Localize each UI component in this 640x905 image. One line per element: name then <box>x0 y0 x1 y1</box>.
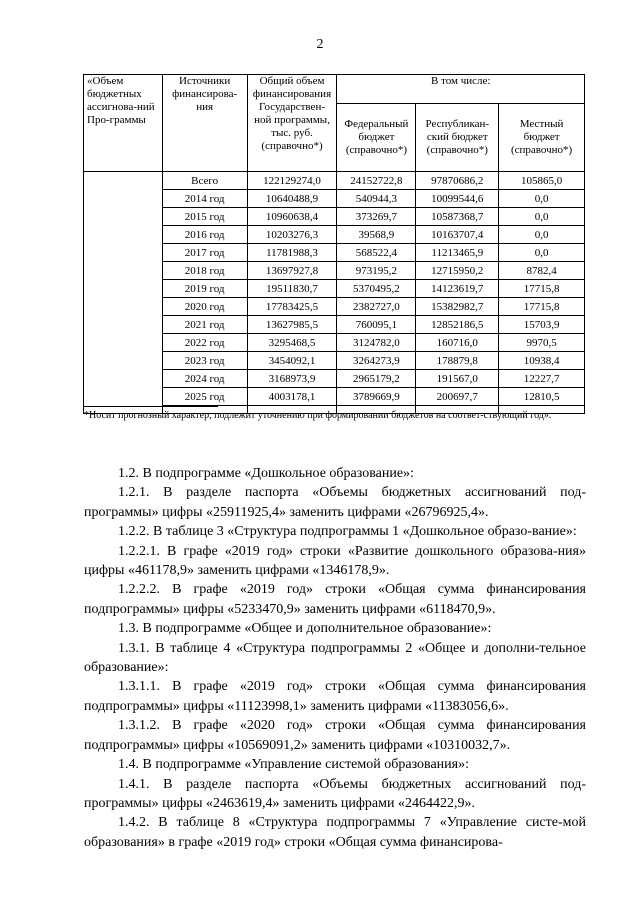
table-row <box>84 172 585 190</box>
cell-local: 12810,5 <box>499 388 585 406</box>
footnote-divider <box>84 406 218 407</box>
header-including: В том числе: <box>337 75 585 104</box>
cell-total: 10203276,3 <box>247 226 337 244</box>
cell-republic: 160716,0 <box>416 334 499 352</box>
header-federal-budget: Федеральный бюджет (справочно*) <box>337 104 416 172</box>
cell-local: 0,0 <box>499 208 585 226</box>
cell-local: 0,0 <box>499 226 585 244</box>
cell-republic: 10587368,7 <box>416 208 499 226</box>
cell-federal: 973195,2 <box>337 262 416 280</box>
cell-federal: 3789669,9 <box>337 388 416 406</box>
cell-local: 0,0 <box>499 190 585 208</box>
cell-federal: 2965179,2 <box>337 370 416 388</box>
cell-federal: 39568,9 <box>337 226 416 244</box>
cell-local: 17715,8 <box>499 280 585 298</box>
cell-local: 9970,5 <box>499 334 585 352</box>
cell-republic: 14123619,7 <box>416 280 499 298</box>
cell-republic: 12715950,2 <box>416 262 499 280</box>
row-label: 2020 год <box>162 298 247 316</box>
cell-republic: 15382982,7 <box>416 298 499 316</box>
cell-republic: 12852186,5 <box>416 316 499 334</box>
header-total-volume: Общий объем финансирования Государствен-ной программы, тыс. руб. (справочно*) <box>247 75 337 172</box>
paragraph: 1.2.2. В таблице 3 «Структура подпрограммы 1 «Дошкольное образо-вание»: <box>118 524 577 540</box>
paragraph: 1.4.2. В таблице 8 «Структура подпрограммы 7 «Управление систе-мой образования» в графе «2019 год» строки «Общая сумма финансирова- <box>84 815 586 850</box>
cell-federal: 3264273,9 <box>337 352 416 370</box>
cell-total: 3454092,1 <box>247 352 337 370</box>
paragraph: 1.4. В подпрограмме «Управление системой образования»: <box>118 757 469 773</box>
cell-total: 19511830,7 <box>247 280 337 298</box>
cell-republic: 10099544,6 <box>416 190 499 208</box>
paragraph: 1.2.1. В разделе паспорта «Объемы бюджетных ассигнований под-программы» цифры «25911925,4» заменить цифрами «26796925,4». <box>84 485 586 520</box>
cell-total: 13627985,5 <box>247 316 337 334</box>
footnote: *Носит прогнозный характер, подлежит уточнению при формировании бюджетов на соответ-ствующий год». <box>84 410 552 421</box>
row-label: 2014 год <box>162 190 247 208</box>
cell-federal: 2382727,0 <box>337 298 416 316</box>
cell-republic: 191567,0 <box>416 370 499 388</box>
cell-republic: 10163707,4 <box>416 226 499 244</box>
cell-local: 105865,0 <box>499 172 585 190</box>
cell-total: 3168973,9 <box>247 370 337 388</box>
cell-republic: 178879,8 <box>416 352 499 370</box>
cell-total: 10640488,9 <box>247 190 337 208</box>
row-label: 2015 год <box>162 208 247 226</box>
cell-federal: 5370495,2 <box>337 280 416 298</box>
row-label: 2023 год <box>162 352 247 370</box>
cell-republic: 11213465,9 <box>416 244 499 262</box>
cell-total: 13697927,8 <box>247 262 337 280</box>
table-header-row <box>84 75 585 104</box>
financing-table <box>83 74 585 414</box>
cell-republic: 200697,7 <box>416 388 499 406</box>
header-funding-sources: Источники финансирова-ния <box>162 75 247 172</box>
paragraph: 1.3.1.1. В графе «2019 год» строки «Общая сумма финансирования подпрограммы» цифры «11123998,1» заменить цифрами «11383056,6». <box>84 679 586 714</box>
row-label: 2022 год <box>162 334 247 352</box>
paragraph: 1.3. В подпрограмме «Общее и дополнительное образование»: <box>118 621 492 637</box>
row-label: Всего <box>162 172 247 190</box>
page-number: 2 <box>316 37 324 52</box>
cell-local: 15703,9 <box>499 316 585 334</box>
cell-total: 3295468,5 <box>247 334 337 352</box>
header-republic-budget: Республикан-ский бюджет (справочно*) <box>416 104 499 172</box>
cell-local: 0,0 <box>499 244 585 262</box>
paragraph: 1.3.1. В таблице 4 «Структура подпрограммы 2 «Общее и дополни-тельное образование»: <box>84 640 586 676</box>
paragraph: 1.2.2.2. В графе «2019 год» строки «Общая сумма финансирования подпрограммы» цифры «5233470,9» заменить цифрами «6118470,9». <box>84 582 586 617</box>
row-label: 2019 год <box>162 280 247 298</box>
row-label: 2017 год <box>162 244 247 262</box>
cell-total: 11781988,3 <box>247 244 337 262</box>
header-local-budget: Местный бюджет (справочно*) <box>499 104 585 172</box>
cell-federal: 760095,1 <box>337 316 416 334</box>
row-label: 2018 год <box>162 262 247 280</box>
row-label: 2021 год <box>162 316 247 334</box>
cell-total: 17783425,5 <box>247 298 337 316</box>
paragraph: 1.2.2.1. В графе «2019 год» строки «Развитие дошкольного образова-ния» цифры «461178,9» заменить цифрами «1346178,9». <box>84 543 586 579</box>
cell-total: 4003178,1 <box>247 388 337 406</box>
paragraph: 1.4.1. В разделе паспорта «Объемы бюджетных ассигнований под-программы» цифры «2463619,4» заменить цифрами «2464422,9». <box>84 776 586 811</box>
cell-local: 10938,4 <box>499 352 585 370</box>
cell-federal: 373269,7 <box>337 208 416 226</box>
paragraph: 1.3.1.2. В графе «2020 год» строки «Общая сумма финансирования подпрограммы» цифры «10569091,2» заменить цифрами «10310032,7». <box>84 718 586 753</box>
header-program-budget: «Объем бюджетных ассигнова-ний Про-граммы <box>84 75 163 172</box>
cell-federal: 3124782,0 <box>337 334 416 352</box>
cell-total: 10960638,4 <box>247 208 337 226</box>
cell-federal: 24152722,8 <box>337 172 416 190</box>
row-label: 2016 год <box>162 226 247 244</box>
amendments-text <box>84 464 586 852</box>
row-label: 2024 год <box>162 370 247 388</box>
cell-federal: 568522,4 <box>337 244 416 262</box>
paragraph: 1.2. В подпрограмме «Дошкольное образование»: <box>118 466 414 481</box>
cell-total: 122129274,0 <box>247 172 337 190</box>
row-label: 2025 год <box>162 388 247 406</box>
cell-federal: 540944,3 <box>337 190 416 208</box>
cell-local: 8782,4 <box>499 262 585 280</box>
cell-local: 17715,8 <box>499 298 585 316</box>
cell-republic: 97870686,2 <box>416 172 499 190</box>
cell-local: 12227,7 <box>499 370 585 388</box>
